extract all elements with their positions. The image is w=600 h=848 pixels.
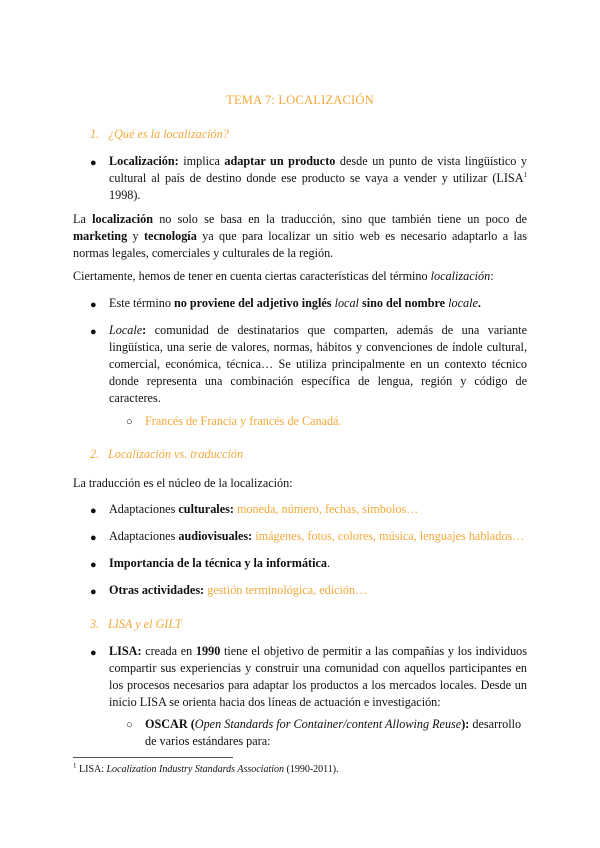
bold-run: : (142, 323, 147, 337)
locale-item (109, 322, 527, 407)
text-run: creada en (145, 644, 193, 658)
orange-run: moneda, número, fechas, símbolos… (236, 502, 419, 516)
term-origin-item (109, 295, 527, 312)
italic-run: Open Standards for Container/content Allowing Reuse (194, 717, 462, 731)
text-run: La (73, 212, 86, 226)
text-run: Adaptaciones (109, 529, 176, 543)
bold-run: localización (92, 212, 153, 226)
section-3-heading (90, 616, 182, 633)
bold-run: culturales: (178, 502, 234, 516)
term-label: Localización: (109, 154, 179, 168)
text-run: (1990-2011). (286, 764, 339, 775)
bold-run: no proviene del adjetivo inglés (173, 296, 332, 310)
bullet-dot-icon: ● (90, 299, 97, 311)
bullet-dot-icon: ● (90, 326, 97, 338)
bullet-dot-icon: ● (90, 586, 97, 598)
footnote-ref: 1 (523, 170, 527, 179)
bullet-dot-icon: ● (90, 157, 97, 169)
bold-run: OSCAR ( (145, 717, 195, 731)
orange-run: imágenes, fotos, colores, música, lenguajes hablados… (255, 529, 525, 543)
other-activities-item (109, 582, 527, 599)
text-run: 1998). (109, 188, 141, 202)
audiovisual-adaptations-item (109, 528, 527, 545)
bullet-ring-icon: ○ (126, 719, 133, 731)
footnote (73, 763, 339, 777)
page-title: TEMA 7: LOCALIZACIÓN (226, 93, 374, 107)
text-run: . (326, 556, 331, 570)
text-run: comunidad de destinatarios que comparten, además de una variante lingüística, una serie de valores, normas, hábitos y convenciones de índole cultural, comercial, económica, técnica… Se utiliza principalmente en un contexto técnico donde representa una combinación específica de lengua, región y código de caracteres. (109, 323, 528, 405)
italic-run: localización (430, 269, 491, 283)
definition-item (109, 153, 527, 204)
section-2-intro: La traducción es el núcleo de la localización: (73, 476, 293, 490)
section-number: 1. (90, 127, 100, 141)
bold-run: marketing (73, 229, 128, 243)
bullet-dot-icon: ● (90, 559, 97, 571)
technical-importance-item (109, 555, 527, 572)
italic-run: local (334, 296, 359, 310)
text-run: no solo se basa en la traducción, sino que también tiene un poco de (159, 212, 528, 226)
section-title: ¿Qué es la localización? (108, 127, 229, 141)
text-run: Ciertamente, hemos de tener en cuenta ciertas características del término (73, 269, 428, 283)
section-number: 3. (90, 617, 100, 631)
bold-run: 1990 (195, 644, 221, 658)
orange-run: gestión terminológica, edición… (207, 583, 368, 597)
italic-run: locale (448, 296, 478, 310)
text-run: desde un punto de vista lingüístico y cultural al país de destino donde ese producto se vaya a vender y utilizar (LISA (109, 154, 528, 185)
text-run: ya que para localizar un sitio web es necesario adaptarlo a las normas legales, comerciales y culturales de la región. (73, 229, 528, 260)
section-title: LISA y el GILT (108, 617, 182, 631)
text-run: desarrollo de varios estándares para: (145, 717, 522, 748)
paragraph-1 (73, 211, 527, 262)
section-title: Localización vs. traducción (108, 447, 244, 461)
bold-run: Otras actividades: (109, 583, 205, 597)
footnote-number: 1 (73, 761, 77, 770)
bullet-dot-icon: ● (90, 647, 97, 659)
bullet-dot-icon: ● (90, 505, 97, 517)
bold-run: tecnología (143, 229, 197, 243)
section-2-heading (90, 446, 243, 463)
text-run: : (490, 269, 494, 283)
lisa-item (109, 643, 527, 711)
text-run: Adaptaciones (109, 502, 176, 516)
bullet-dot-icon: ● (90, 532, 97, 544)
bullet-ring-icon: ○ (126, 416, 133, 428)
bold-run: LISA: (109, 644, 142, 658)
bold-run: adaptar un producto (224, 154, 336, 168)
cultural-adaptations-item (109, 501, 527, 518)
section-number: 2. (90, 447, 100, 461)
locale-example: Francés de Francia y francés de Canadá. (145, 414, 342, 428)
bold-run: sino del nombre (362, 296, 446, 310)
bold-run: audiovisuales: (178, 529, 253, 543)
bold-run: ): (461, 717, 470, 731)
text-run: tiene el objetivo de permitir a las compañías y los individuos compartir sus experiencias y construir una comunidad con aquellos participantes en los procesos necesarios para adaptar los productos a los mercados locales. Desde un inicio LISA se orienta hacia dos líneas de actuación e investigación: (109, 644, 528, 709)
text-run: y (132, 229, 139, 243)
bold-run: Importancia de la técnica y la informática (109, 556, 327, 570)
italic-run: Locale (109, 323, 143, 337)
oscar-item (145, 716, 527, 750)
paragraph-2 (73, 268, 527, 285)
text-run: LISA: (79, 764, 104, 775)
bold-run: . (477, 296, 481, 310)
footnote-separator (73, 757, 233, 758)
text-run: implica (183, 154, 220, 168)
italic-run: Localization Industry Standards Association (106, 764, 285, 775)
text-run: Este término (109, 296, 171, 310)
section-1-heading (90, 126, 229, 143)
